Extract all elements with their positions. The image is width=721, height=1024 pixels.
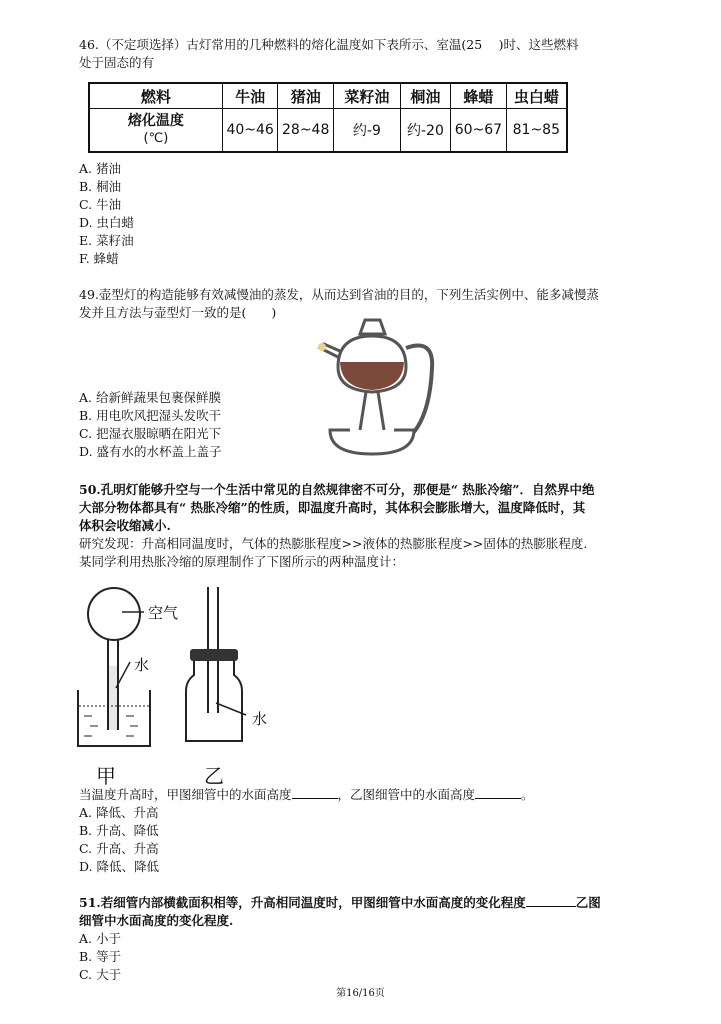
- q51-stem-line2: 细管中水面高度的变化程度.: [79, 913, 234, 928]
- q49-stem-line1: 49.壶型灯的构造能够有效减慢油的蒸发，从而达到省油的目的，下列生活实例中、能多减慢蒸: [79, 287, 599, 302]
- q50-option-a[interactable]: A. 降低、升高: [79, 805, 159, 820]
- row-label-line2: (℃): [143, 131, 169, 146]
- answer-blank[interactable]: [475, 786, 521, 799]
- q50-question-part1: 当温度升高时，甲图细管中的水面高度: [79, 787, 292, 802]
- table-cell: 81~85: [506, 109, 567, 153]
- label-air: 空气: [148, 604, 179, 622]
- table-cell: 40~46: [222, 109, 278, 153]
- q50-stem-line1: 50.孔明灯能够升空与一个生活中常见的自然规律密不可分，那便是“ 热胀冷缩”．自然界中绝: [79, 482, 595, 497]
- table-row: [89, 109, 567, 153]
- table-row-label: [89, 109, 222, 153]
- table-header-cell: 蜂蜡: [451, 83, 507, 109]
- q50-question-end: 。: [521, 787, 534, 802]
- table-header-cell: 菜籽油: [333, 83, 400, 109]
- q51-stem-line1: [79, 894, 601, 912]
- table-cell: 60~67: [451, 109, 507, 153]
- table-header-cell: 虫白蜡: [506, 83, 567, 109]
- q49-option-c[interactable]: C. 把湿衣服晾晒在阳光下: [79, 426, 222, 441]
- q46-option-e[interactable]: E. 菜籽油: [79, 233, 134, 248]
- table-header-row: [89, 83, 567, 109]
- table-header-cell: 燃料: [89, 83, 222, 109]
- table-header-cell: 桐油: [400, 83, 450, 109]
- q46-option-d[interactable]: D. 虫白蜡: [79, 215, 135, 230]
- page-number: 第16/16页: [336, 988, 385, 999]
- table-header-cell: 猪油: [278, 83, 334, 109]
- q51-stem-part1: 51.若细管内部横截面积相等，升高相同温度时，甲图细管中水面高度的变化程度: [79, 895, 526, 910]
- q50-question-part2: ，乙图细管中的水面高度: [337, 787, 476, 802]
- q46-stem-line1: 46.（不定项选择）古灯常用的几种燃料的熔化温度如下表所示、室温(25 )时、这些燃料: [79, 37, 579, 52]
- table-cell: 约-9: [333, 109, 400, 153]
- fuel-melting-table: [88, 82, 568, 153]
- q51-option-b[interactable]: B. 等于: [79, 949, 122, 964]
- q50-question: [79, 786, 534, 804]
- caption-jia: 甲: [96, 764, 116, 788]
- q50-stem-line3: 体积会收缩减小.: [79, 518, 171, 533]
- row-label-line1: 熔化温度: [127, 113, 184, 129]
- q46-stem-line2: 处于固态的有: [79, 55, 155, 70]
- q50-option-b[interactable]: B. 升高、降低: [79, 823, 159, 838]
- caption-yi: 乙: [204, 764, 224, 788]
- pot-lamp-diagram: [310, 312, 445, 462]
- q51-option-a[interactable]: A. 小于: [79, 931, 121, 946]
- table-header-cell: 牛油: [222, 83, 278, 109]
- q46-option-c[interactable]: C. 牛油: [79, 197, 122, 212]
- table-cell: 约-20: [400, 109, 450, 153]
- q50-option-d[interactable]: D. 降低、降低: [79, 859, 160, 874]
- q49-option-d[interactable]: D. 盛有水的水杯盖上盖子: [79, 444, 222, 459]
- q46-option-f[interactable]: F. 蜂蜡: [79, 251, 119, 266]
- q49-option-a[interactable]: A. 给新鲜蔬果包裹保鲜膜: [79, 390, 221, 405]
- q46-option-b[interactable]: B. 桐油: [79, 179, 122, 194]
- q49-stem-line2: 发并且方法与壶型灯一致的是( ): [79, 305, 277, 320]
- q50-stem-line2: 大部分物体都具有“ 热胀冷缩”的性质，即温度升高时，其体积会膨胀增大，温度降低时，其: [79, 500, 586, 515]
- q51-stem-part2: 乙图: [575, 895, 601, 910]
- label-water-jia: 水: [134, 656, 150, 674]
- q46-option-a[interactable]: A. 猪油: [79, 161, 121, 176]
- answer-blank[interactable]: [292, 786, 338, 799]
- q50-option-c[interactable]: C. 升高、升高: [79, 841, 159, 856]
- q49-option-b[interactable]: B. 用电吹风把湿头发吹干: [79, 408, 222, 423]
- table-cell: 28~48: [278, 109, 334, 153]
- label-water-yi: 水: [252, 710, 268, 728]
- q50-intro: 某同学利用热胀冷缩的原理制作了下图所示的两种温度计：: [79, 554, 405, 569]
- answer-blank[interactable]: [526, 894, 576, 907]
- q51-option-c[interactable]: C. 大于: [79, 967, 122, 982]
- q50-research-note: 研究发现：升高相同温度时，气体的热膨胀程度>>液体的热膨胀程度>>固体的热膨胀程度.: [79, 536, 588, 551]
